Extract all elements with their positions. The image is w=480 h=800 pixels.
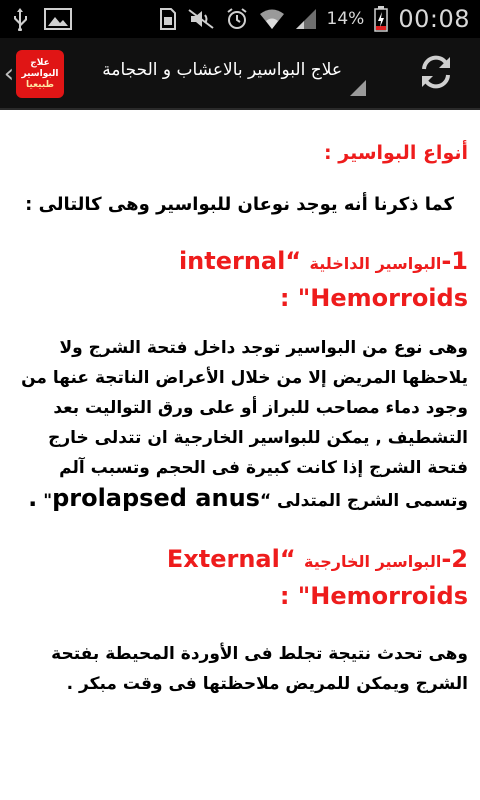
section-1-heading: 1-البواسير الداخلية “internal Hemorroids" : — [178, 247, 468, 312]
battery-percentage: 14% — [326, 9, 365, 29]
logo-line-3: طبيعيا — [26, 79, 54, 90]
section-2-arabic-title: البواسير الخارجية — [303, 552, 442, 571]
mute-icon — [187, 8, 215, 30]
section-1-suffix: : — [279, 284, 290, 312]
logo-line-1: علاج — [30, 57, 50, 68]
status-bar-right — [159, 5, 470, 33]
section-1-english-title: internal Hemorroids — [178, 247, 468, 312]
app-logo[interactable] — [16, 50, 64, 98]
usb-icon — [10, 7, 30, 31]
clock: 00:08 — [398, 5, 470, 33]
paragraph-1-english: prolapsed anus — [52, 484, 260, 512]
sim-icon — [159, 8, 177, 30]
app-title[interactable]: علاج البواسير بالاعشاب و الحجامة — [102, 60, 342, 80]
status-bar — [0, 0, 480, 38]
section-2-number: 2- — [441, 545, 468, 573]
status-bar-left — [10, 7, 72, 31]
section-2-english-title: External Hemorroids — [166, 545, 468, 610]
paragraph-1-text: وهى نوع من البواسير توجد داخل فتحة الشرج ولا يلاحظها المريض إلا من خلال الأعراض الناتجة عنها من وجود دماء مصاحب للبراز أو على ورق التواليت بعد التشطيف , يمكن للبواسير الخارجية ان تتدلى خارج فتحة الشرج إذا كانت كبيرة فى الحجم وتسبب آلم وتسمى الشرج المتدلى — [21, 338, 468, 511]
paragraph-1-end: . — [28, 484, 38, 512]
paragraph-1: وهى نوع من البواسير توجد داخل فتحة الشرج ولا يلاحظها المريض إلا من خلال الأعراض الناتجة عنها من وجود دماء مصاحب للبراز أو على ورق التواليت بعد التشطيف , يمكن للبواسير الخارجية ان تتدلى خارج فتحة الشرج إذا كانت كبيرة فى الحجم وتسبب آلم وتسمى الشرج المتدلى “prolapsed anus" . — [21, 338, 468, 512]
intro-text: كما ذكرنا أنه يوجد نوعان للبواسير وهى كالتالى : — [25, 194, 454, 215]
article-content — [0, 112, 480, 800]
dropdown-indicator-icon[interactable] — [350, 80, 366, 96]
article-heading: أنواع البواسير : — [324, 142, 468, 164]
logo-line-2: البواسير — [21, 68, 59, 79]
alarm-icon — [225, 7, 249, 31]
signal-icon — [295, 8, 317, 30]
paragraph-2: وهى تحدث نتيجة تجلط فى الأوردة المحيطة بفتحة الشرج ويمكن للمريض ملاحظتها فى وقت مبكر . — [51, 644, 468, 694]
image-icon — [44, 8, 72, 30]
chevron-left-icon[interactable]: ‹ — [3, 59, 15, 89]
section-2-heading: 2-البواسير الخارجية “External Hemorroids" : — [166, 545, 468, 610]
refresh-icon — [416, 52, 456, 96]
battery-charging-icon — [374, 6, 388, 32]
refresh-button[interactable] — [412, 54, 460, 94]
wifi-icon — [259, 8, 285, 30]
action-bar — [0, 38, 480, 110]
section-1-arabic-title: البواسير الداخلية — [309, 254, 442, 273]
section-2-suffix: : — [279, 582, 290, 610]
section-1-number: 1- — [441, 247, 468, 275]
